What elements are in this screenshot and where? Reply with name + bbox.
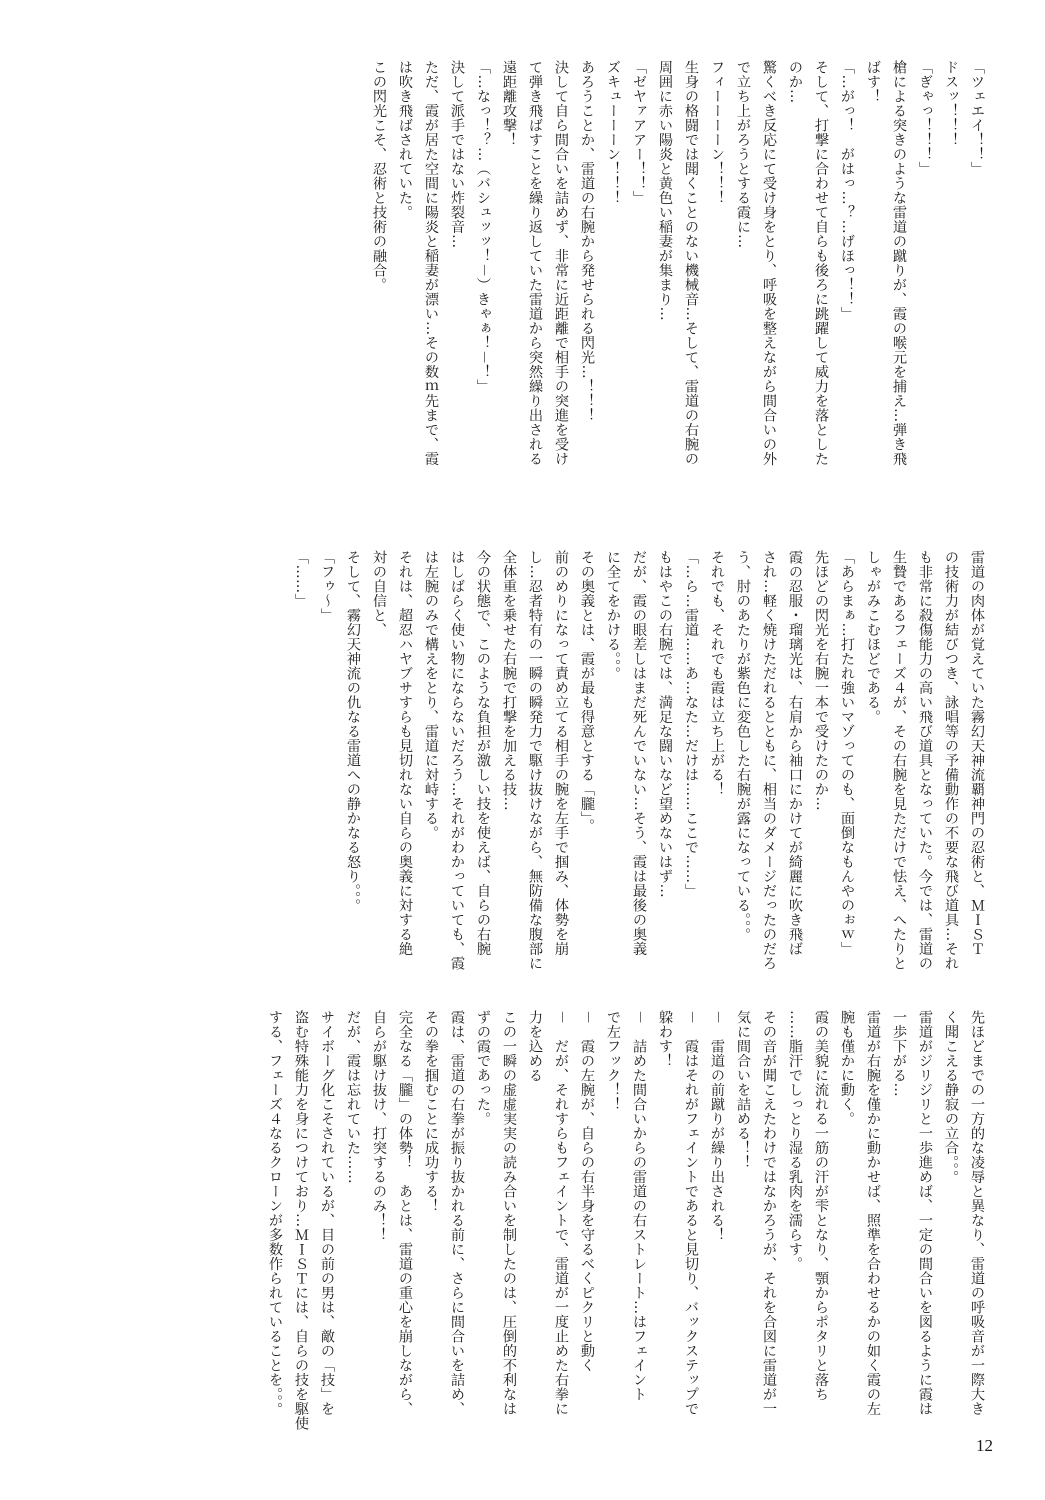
text-line: 気に間合いを詰める！！ (735, 1010, 751, 1170)
text-line: － 霞の左腕が、自らの右半身を守るべくピクリと動く (579, 1010, 595, 1373)
text-line: 今の状態で、このような負担が激しい技を使えば、自らの右腕 (475, 550, 491, 956)
text-line: 全体重を乗せた右腕で打撃を加える技… (501, 550, 517, 811)
text-line: はしばらく使い物にならないだろう…それがわかっていても、霞 (449, 550, 465, 971)
text-line: ズキューーーン！！！ (605, 60, 621, 205)
text-line: その音が聞こえたわけではなかろうが、それを合図に雷道が一 (761, 1010, 777, 1416)
text-line: する、フェーズ４なるクローンが多数作られていることを。。。 (267, 1010, 283, 1417)
text-line: 自らが駆け抜け、打突するのみ！！ (371, 1010, 387, 1242)
text-line: で立ち上がろうとする霞に… (735, 60, 751, 249)
text-block-bottom (186, 1010, 990, 1440)
text-line: 驚くべき反応にて受け身をとり、呼吸を整えながら間合いの外 (761, 60, 777, 466)
text-line: 「ぎゃっ！！！」 (917, 60, 933, 176)
text-line: の技術力が結びつき、詠唱等の予備動作の不要な飛び道具…それ (943, 550, 959, 971)
text-block-top (96, 60, 990, 522)
text-line: その奥義とは、霞が最も得意とする「朧」。 (579, 550, 595, 833)
text-line: 盗む特殊能力を身につけており…ＭＩＳＴには、自らの技を駆使 (293, 1010, 309, 1431)
text-line: だが、霞の眼差しはまだ死んでいない…そう、霞は最後の奥義 (631, 550, 647, 956)
text-line: ただ、霞が居た空間に陽炎と稲妻が漂い…その数ｍ先まで、霞 (423, 60, 439, 466)
text-line: は左腕のみで構えをとり、雷道に対峙する。 (423, 550, 439, 840)
text-line: 完全なる「朧」の体勢！ あとは、雷道の重心を崩しながら、 (397, 1010, 413, 1416)
text-line: － 詰めた間合いからの雷道の右ストレート…はフェイント (631, 1010, 647, 1402)
text-line: 決して自ら間合いを詰めず、非常に近距離で相手の突進を受け (553, 60, 569, 466)
text-line: で左フック！！ (605, 1010, 621, 1112)
text-line: く聞こえる静寂の立合。。。 (943, 1010, 959, 1185)
text-line: 霞は、雷道の右拳が振り抜かれる前に、さらに間合いを詰め、 (449, 1010, 465, 1416)
text-line: 遠距離攻撃！ (501, 60, 517, 147)
page-number: 12 (976, 1436, 993, 1455)
text-line: 「……」 (293, 550, 309, 608)
text-line: に全てをかける。。。 (605, 550, 621, 681)
text-line: 槍による突きのような雷道の蹴りが、霞の喉元を捕え…弾き飛 (891, 60, 907, 466)
text-line: 霞の忍服・瑠璃光は、右肩から袖口にかけてが綺麗に吹き飛ば (787, 550, 803, 956)
text-line: － 霞はそれがフェイントであると見切り、バックステップで (683, 1010, 699, 1416)
text-line: フィーーーーン！！！ (709, 60, 725, 205)
text-line: 雷道の肉体が覚えていた霧幻天神流覇神門の忍術と、ＭＩＳＴ (969, 550, 985, 956)
text-line: 「あらまぁ…打たれ強いマゾってのも、面倒なもんやのぉｗ」 (839, 550, 855, 956)
text-line: 雷道がジリジリと一歩進めば、一定の間合いを図るように霞は (917, 1010, 933, 1416)
text-line: その拳を掴むことに成功する！ (423, 1010, 439, 1213)
text-line: サイボーグ化こそされているが、目の前の男は、敵の「技」を (319, 1010, 335, 1416)
text-line: しゃがみこむほどである。 (865, 550, 881, 724)
text-line: もはやこの右腕では、満足な闘いなど望めないはず… (657, 550, 673, 898)
text-line: 生贄であるフェーズ４が、その右腕を見ただけで怯え、へたりと (891, 550, 907, 971)
text-line: だが、霞は忘れていた…… (345, 1010, 361, 1184)
text-line: 一歩下がる… (891, 1010, 907, 1097)
text-line: 腕も僅かに動く。 (839, 1010, 855, 1126)
text-line: は吹き飛ばされていた。 (397, 60, 413, 220)
text-line: 対の自信と、 (371, 550, 387, 637)
text-line: 力を込める (527, 1010, 543, 1083)
text-line: それでも、それでも霞は立ち上がる！ (709, 550, 725, 797)
text-line: も非常に殺傷能力の高い飛び道具となっていた。今では、雷道の (917, 550, 933, 971)
text-line: 雷道が右腕を僅かに動かせば、照準を合わせるかの如く霞の左 (865, 1010, 881, 1416)
text-line: － 雷道の前蹴りが繰り出される！ (709, 1010, 725, 1242)
text-line: 「ゼヤァアアー！！」 (631, 60, 647, 205)
text-line: 先ほどの閃光を右腕一本で受けたのか… (813, 550, 829, 811)
text-line: され…軽く焼けただれるとともに、相当のダメージだったのだろ (761, 550, 777, 971)
text-line: ドスッ！！！ (943, 60, 959, 147)
text-line: 生身の格闘では聞くことのない機械音…そして、雷道の右腕の (683, 60, 699, 466)
text-line: う、肘のあたりが紫色に変色した右腕が露になっている。。。 (735, 550, 751, 942)
text-line: 躱わす！ (657, 1010, 673, 1068)
text-line: 決して派手ではない炸裂音… (449, 60, 465, 249)
text-line: 「…ら…雷道……あ…なた…だけは……ここで……」 (683, 550, 699, 898)
text-line: ずの霞であった。 (475, 1010, 491, 1126)
text-line: ……脂汗でしっとり湿る乳肉を濡らす。 (787, 1010, 803, 1271)
text-line: あろうことか、雷道の右腕から発せられる閃光…！！！ (579, 60, 595, 423)
text-line: 前のめりになって責め立てる相手の腕を左手で掴み、体勢を崩 (553, 550, 569, 956)
text-line: この閃光こそ、忍術と技術の融合。 (371, 60, 387, 292)
text-line: 「…がっ！ がはっ…？…げほっ！！」 (839, 60, 855, 321)
text-line: それは、超忍ハヤブサすらも見切れない自らの奥義に対する絶 (397, 550, 413, 956)
text-line: 霞の美貌に流れる一筋の汗が雫となり、顎からポタリと落ち (813, 1010, 829, 1402)
text-line: 「ツェエイ！！」 (969, 60, 985, 176)
text-line: 「フゥ～」 (319, 550, 335, 623)
text-line: － だが、それすらもフェイントで、雷道が一度止めた右拳に (553, 1010, 569, 1416)
text-line: し…忍者特有の一瞬の瞬発力で駆け抜けながら、無防備な腹部に (527, 550, 543, 971)
text-line: そして、霧幻天神流の仇なる雷道への静かなる怒り。。。 (345, 550, 361, 913)
text-line: 周囲に赤い陽炎と黄色い稲妻が集まり… (657, 60, 673, 321)
text-line: て弾き飛ばすことを繰り返していた雷道から突然繰り出される (527, 60, 543, 466)
text-line: 「…なっ！？…（バシュッッ！－）きゃぁ！－！」 (475, 60, 491, 394)
text-line: ばす！ (865, 60, 881, 104)
text-line: そして、打撃に合わせて自らも後ろに跳躍して威力を落とした (813, 60, 829, 466)
text-line: 先ほどまでの一方的な凌辱と異なり、雷道の呼吸音が一際大き (969, 1010, 985, 1416)
text-block-middle (200, 550, 990, 980)
text-line: のか… (787, 60, 803, 104)
text-line: この一瞬の虚虚実実の読み合いを制したのは、圧倒的不利なは (501, 1010, 517, 1416)
